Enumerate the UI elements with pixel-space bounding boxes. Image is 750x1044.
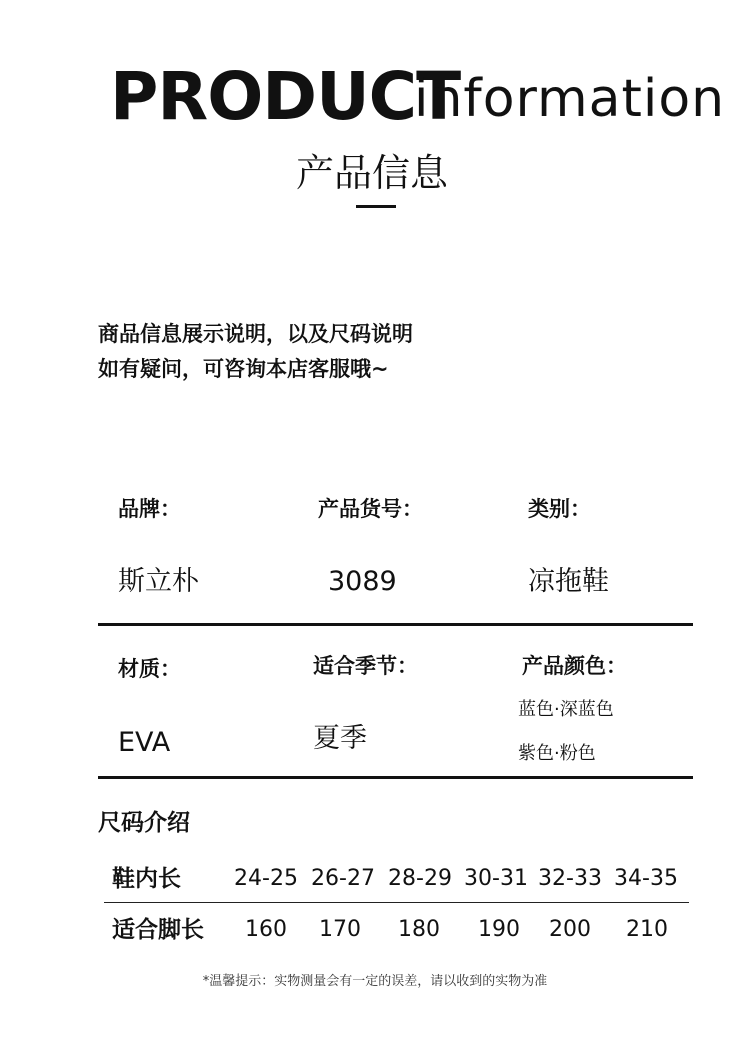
- foot-length-cell: 210: [626, 917, 668, 942]
- brand-label: 品牌：: [118, 497, 181, 521]
- spec-divider-1: [98, 623, 693, 626]
- size-table-title: 尺码介绍: [98, 810, 190, 836]
- title-divider: [356, 205, 396, 208]
- foot-length-cell: 160: [245, 917, 287, 942]
- sku-value: 3089: [328, 566, 397, 597]
- inner-length-cell: 28-29: [388, 866, 452, 891]
- spec-divider-2: [98, 776, 693, 779]
- measurement-note: *温馨提示：实物测量会有一定的误差，请以收到的实物为准: [202, 974, 548, 989]
- inner-length-cell: 30-31: [464, 866, 528, 891]
- title-information: information: [414, 69, 726, 129]
- foot-length-cell: 190: [478, 917, 520, 942]
- season-label: 适合季节：: [313, 654, 418, 678]
- color-value-2: 紫色·粉色: [518, 743, 596, 764]
- material-value: EVA: [118, 727, 171, 758]
- intro-line-1: 商品信息展示说明，以及尺码说明: [98, 322, 413, 346]
- inner-length-cell: 34-35: [614, 866, 678, 891]
- color-label: 产品颜色：: [522, 654, 627, 678]
- season-value: 夏季: [313, 723, 367, 754]
- material-label: 材质：: [118, 657, 181, 681]
- intro-line-2: 如有疑问，可咨询本店客服哦~: [98, 357, 389, 381]
- sku-label: 产品货号：: [318, 497, 423, 521]
- inner-length-cell: 32-33: [538, 866, 602, 891]
- title-cn: 产品信息: [296, 151, 449, 195]
- category-value: 凉拖鞋: [528, 566, 609, 597]
- foot-length-cell: 180: [398, 917, 440, 942]
- title-product: PRODUCT: [110, 58, 461, 135]
- inner-length-cell: 26-27: [311, 866, 375, 891]
- inner-length-cell: 24-25: [234, 866, 298, 891]
- size-table-divider: [104, 902, 689, 903]
- row-foot-length-label: 适合脚长: [112, 917, 204, 943]
- foot-length-cell: 200: [549, 917, 591, 942]
- foot-length-cell: 170: [319, 917, 361, 942]
- color-value-1: 蓝色·深蓝色: [518, 699, 614, 720]
- row-inner-length-label: 鞋内长: [112, 866, 181, 892]
- category-label: 类别：: [528, 497, 591, 521]
- brand-value: 斯立朴: [118, 566, 199, 597]
